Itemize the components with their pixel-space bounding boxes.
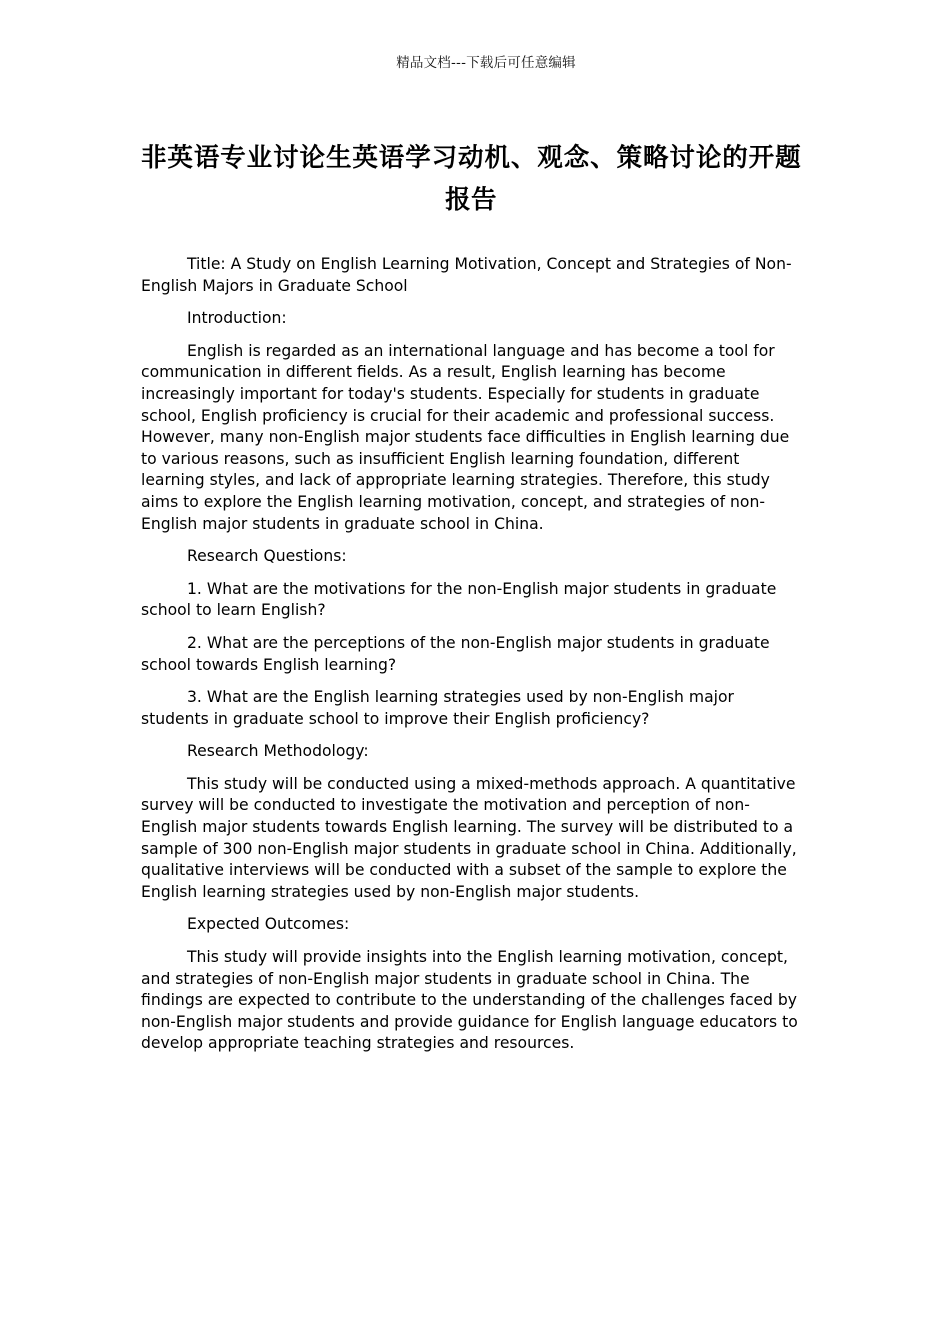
paragraph-title-line: Title: A Study on English Learning Motivation, Concept and Strategies of Non-English Majors in Graduate School bbox=[141, 255, 792, 295]
paragraph-introduction-body: English is regarded as an international language and has become a tool for communication in different fields. As a result, English learning has become increasingly important for today's students. Especially for students in graduate school, English proficiency is crucial for their academic and professional success. However, many non-English major students face difficulties in English learning due to various reasons, such as insufficient English learning foundation, different learning styles, and lack of appropriate learning strategies. Therefore, this study aims to explore the English learning motivation, concept, and strategies of non-English major students in graduate school in China. bbox=[141, 341, 790, 533]
paragraph-expected-outcomes-body: This study will provide insights into the English learning motivation, concept, and strategies of non-English major students in graduate school in China. The findings are expected to contribute to the understanding of the challenges faced by non-English major students and provide guidance for English language educators to develop appropriate teaching strategies and resources. bbox=[141, 948, 798, 1053]
paragraph-research-question-3: 3. What are the English learning strategies used by non-English major students in graduate school to improve their English proficiency? bbox=[141, 688, 734, 728]
document-title-line-1: 非英语专业讨论生英语学习动机、观念、策略讨论的开题 bbox=[141, 143, 801, 174]
document-title-line-2: 报告 bbox=[445, 185, 497, 216]
page-header-note: 精品文档---下载后可任意编辑 bbox=[396, 55, 576, 71]
paragraph-research-questions-heading: Research Questions: bbox=[187, 547, 347, 566]
paragraph-expected-outcomes-heading: Expected Outcomes: bbox=[187, 915, 350, 934]
paragraph-research-methodology-heading: Research Methodology: bbox=[187, 742, 369, 761]
document-title bbox=[141, 137, 801, 221]
paragraph-research-question-1: 1. What are the motivations for the non-English major students in graduate school to learn English? bbox=[141, 579, 777, 620]
paragraph-research-methodology-body: This study will be conducted using a mixed-methods approach. A quantitative survey will be conducted to investigate the motivation and perception of non-English major students towards English learning. The survey will be distributed to a sample of 300 non-English major students in graduate school in China. Additionally, qualitative interviews will be conducted with a subset of the sample to explore the English learning strategies used by non-English major students. bbox=[141, 774, 797, 901]
paragraph-introduction-heading: Introduction: bbox=[187, 309, 287, 328]
document-body bbox=[141, 254, 802, 1055]
paragraph-research-question-2: 2. What are the perceptions of the non-English major students in graduate school towards English learning? bbox=[141, 633, 770, 674]
